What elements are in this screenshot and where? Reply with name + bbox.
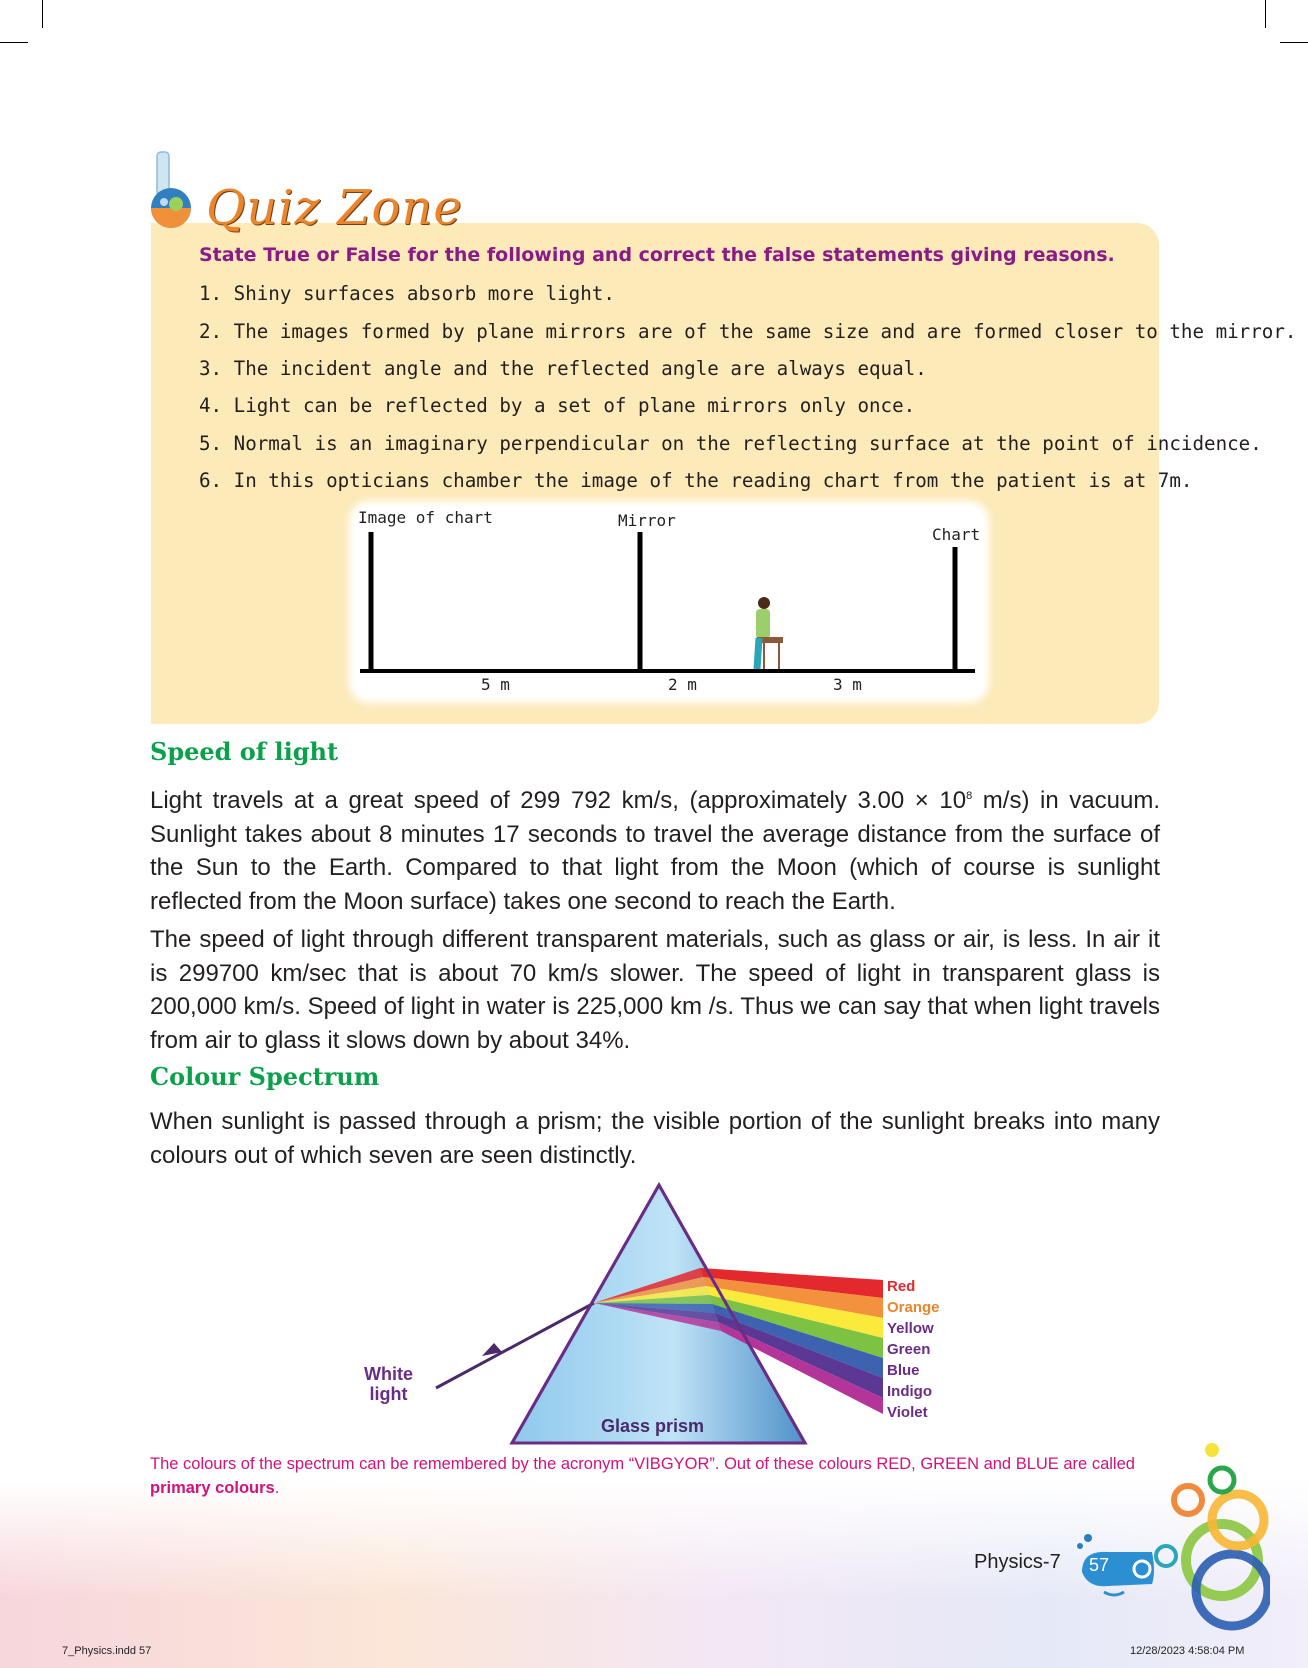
white-light-line2: light <box>369 1384 408 1404</box>
crop-mark <box>1280 42 1308 43</box>
white-light-line1: White <box>364 1364 413 1384</box>
quiz-title: Quiz Zone <box>206 180 463 236</box>
optician-diagram-drawing <box>355 507 983 697</box>
colour-label-violet: Violet <box>887 1404 928 1421</box>
speed-heading: Speed of light <box>150 737 339 766</box>
distance-label: 2 m <box>668 675 697 694</box>
crop-mark <box>42 0 43 28</box>
page-number: 57 <box>1089 1555 1110 1575</box>
speed-paragraph-1 <box>150 780 1160 918</box>
file-slug: 7_Physics.indd 57 <box>62 1645 152 1657</box>
vibgyor-note <box>150 1452 1160 1500</box>
speed-paragraph-1-a: Light travels at a great speed of 299 792 km/s, (approximately 3.00 × 10 <box>150 787 967 814</box>
spectrum-colour-list <box>887 1276 940 1423</box>
vibgyor-note-text: The colours of the spectrum can be remembered by the acronym “VIBGYOR”. Out of these colours RED, GREEN and BLUE are called <box>150 1455 1135 1473</box>
quiz-question: 3. The incident angle and the reflected angle are always equal. <box>199 357 927 380</box>
vibgyor-note-end: . <box>274 1479 280 1497</box>
exponent: 8 <box>966 790 973 802</box>
colour-label-blue: Blue <box>887 1362 920 1379</box>
distance-label: 5 m <box>481 675 510 694</box>
prism-diagram <box>360 1180 960 1450</box>
speed-paragraph-1-b: m/s) in vacuum. Sunlight takes about 8 minutes 17 seconds to travel the average distance from the surface of the Sun to the Earth. Compared to that light from the Moon (which of course is sunlight reflected from the Moon surface) takes one second to reach the Earth. <box>150 787 1160 915</box>
quiz-question: 1. Shiny surfaces absorb more light. <box>199 282 615 305</box>
quiz-instruction: State True or False for the following and correct the false statements giving reasons. <box>199 244 1115 266</box>
spectrum-paragraph: When sunlight is passed through a prism; the visible portion of the sunlight breaks into many colours out of which seven are seen distinctly. <box>150 1108 1160 1169</box>
quiz-question: 6. In this opticians chamber the image of the reading chart from the patient is at 7m. <box>199 469 1193 492</box>
glass-prism-label: Glass prism <box>601 1416 705 1436</box>
chart-label: Chart <box>932 525 981 544</box>
spectrum-heading: Colour Spectrum <box>150 1062 380 1091</box>
white-light-label <box>364 1364 413 1404</box>
crop-mark <box>1265 0 1266 28</box>
colour-label-green: Green <box>887 1341 931 1358</box>
date-slug: 12/28/2023 4:58:04 PM <box>1130 1645 1245 1657</box>
bubbles-decoration <box>1150 1440 1270 1640</box>
flask-icon <box>148 150 200 230</box>
optician-diagram <box>355 507 983 697</box>
colour-label-orange: Orange <box>887 1299 940 1316</box>
speed-paragraph-2: The speed of light through different transparent materials, such as glass or air, is less. In air it is 299700 km/sec that is about 70 km/s slower. The speed of light in transparent glass is 200,000 km/s. Speed of light in water is 225,000 km /s. Thus we can say that when light travels from air to glass it slows down by about 34%. <box>150 926 1160 1054</box>
crop-mark <box>0 42 28 43</box>
colour-label-indigo: Indigo <box>887 1383 932 1400</box>
mirror-label: Mirror <box>618 511 676 530</box>
patient-figure <box>756 597 783 669</box>
book-label: Physics-7 <box>974 1551 1061 1573</box>
quiz-question: 4. Light can be reflected by a set of plane mirrors only once. <box>199 394 916 417</box>
colour-label-yellow: Yellow <box>887 1320 934 1337</box>
quiz-question: 2. The images formed by plane mirrors are of the same size and are formed closer to the mirror. <box>199 320 1297 343</box>
colour-label-red: Red <box>887 1278 916 1295</box>
page-number-badge <box>1074 1532 1158 1600</box>
vibgyor-note-bold: primary colours <box>150 1479 275 1497</box>
distance-label: 3 m <box>833 675 862 694</box>
quiz-question: 5. Normal is an imaginary perpendicular on the reflecting surface at the point of incidence. <box>199 432 1262 455</box>
image-of-chart-label: Image of chart <box>358 508 493 527</box>
